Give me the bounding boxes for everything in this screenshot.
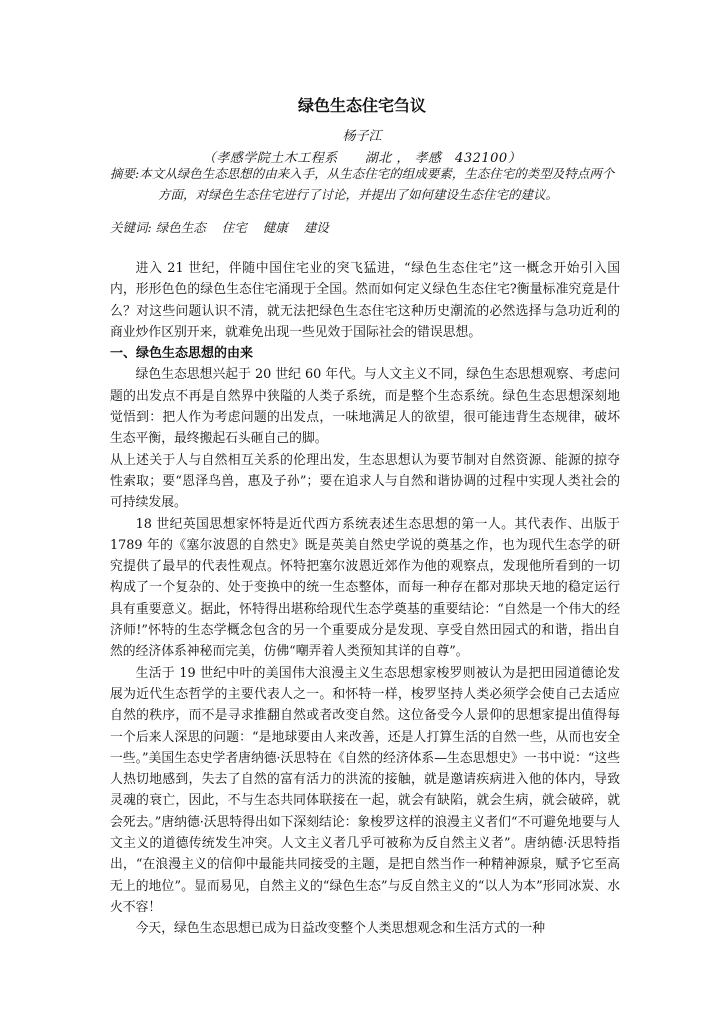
body-paragraph: 18 世纪英国思想家怀特是近代西方系统表述生态思想的第一人。其代表作、出版于 1789 年的《塞尔波恩的自然史》既是英美自然史学说的奠基之作，也为现代生态学的研究提供了最早的代表性观点。怀特把塞尔波恩近郊作为他的观察点，发现他所看到的一切构成了一个复杂的、处于变换中的统一生态整体，而每一种存在都对那块天地的稳定运行具有重要意义。据此，怀特得出堪称给现代生态学奠基的重要结论：“自然是一个伟大的经济师!”怀特的生态学概念包含的另一个重要成分是发现、享受自然田园式的和谐，指出自然的经济体系神秘而完美，仿佛“嘲弄着人类预知其详的自尊”。	[110, 516, 620, 660]
keyword: 绿色生态	[155, 220, 206, 235]
section-heading: 一、绿色生态思想的由来	[110, 346, 254, 362]
keyword: 住宅	[221, 220, 247, 235]
author-name: 杨子江	[342, 129, 382, 144]
abstract-label: 摘要:	[110, 166, 140, 181]
keyword: 健康	[262, 220, 288, 235]
body-paragraph: 今天，绿色生态思想已成为日益改变整个人类思想观念和生活方式的一种	[135, 921, 546, 937]
abstract-text: 本文从绿色生态思想的由来入手，从生态住宅的组成要素，生态住宅的类型及特点两个方面，对绿色生态住宅进行了讨论，并提出了如何建设生态住宅的建议。	[139, 166, 615, 202]
author-affiliation: （孝感学院土木工程系 湖北 ， 孝感 432100）	[202, 151, 522, 166]
body-paragraph: 绿色生态思想兴起于 20 世纪 60 年代。与人文主义不同，绿色生态思想观察、考虑问题的出发点不再是自然界中狭隘的人类子系统，而是整个生态系统。绿色生态思想深刻地觉悟到：把人作为考虑问题的出发点，一味地满足人的欲望，很可能违背生态规律，破坏生态平衡，最终搬起石头砸自己的脚。	[110, 367, 620, 447]
keywords	[110, 218, 620, 238]
paper-title: 绿色生态住宅刍议	[297, 96, 426, 115]
body-paragraph: 生活于 19 世纪中叶的美国伟大浪漫主义生态思想家梭罗则被认为是把田园道德论发展为近代生态哲学的主要代表人之一。和怀特一样，梭罗坚持人类必须学会使自己去适应自然的秩序，而不是寻求推翻自然或者改变自然。这位备受今人景仰的思想家提出值得每一个后来人深思的问题：“是地球要由人来改善，还是人打算生活的自然一些，从而也安全一些。”美国生态史学者唐纳德·沃思特在《自然的经济体系—生态思想史》一书中说：“这些人热切地感到，失去了自然的富有活力的洪流的接触，就是邀请疾病进入他的体内，导致灵魂的衰亡，因此，不与生态共同体联接在一起，就会有缺陷，就会生病，就会破碎，就会死去。”唐纳德·沃思特得出如下深刻结论：象梭罗这样的浪漫主义者们“不可避免地要与人文主义的道德传统发生冲突。人文主义者几乎可被称为反自然主义者”。唐纳德·沃思特指出，“在浪漫主义的信仰中最能共同接受的主题，是把自然当作一种精神源泉，赋予它至高无上的地位”。显而易见，自然主义的“绿色生态”与反自然主义的“以人为本”形同冰炭、水火不容！	[110, 665, 620, 915]
main-text	[110, 258, 620, 940]
abstract	[110, 164, 620, 205]
keyword: 建设	[303, 220, 329, 235]
intro-paragraph: 进入 21 世纪，伴随中国住宅业的突飞猛进，“绿色生态住宅”这一概念开始引入国内，形形色色的绿色生态住宅涌现于全国。然而如何定义绿色生态住宅?衡量标准究竟是什么？对这些问题认识不清，就无法把绿色生态住宅这种历史潮流的必然选择与急功近利的商业炒作区别开来，就难免出现一些见效于国际社会的错误思想。	[110, 261, 620, 340]
keywords-label: 关键词:	[110, 220, 152, 235]
body-paragraph: 从上述关于人与自然相互关系的伦理出发，生态思想认为要节制对自然资源、能源的掠夺性索取；要“恩泽鸟兽，惠及子孙”；要在追求人与自然和谐协调的过程中实现人类社会的可持续发展。	[110, 452, 620, 511]
